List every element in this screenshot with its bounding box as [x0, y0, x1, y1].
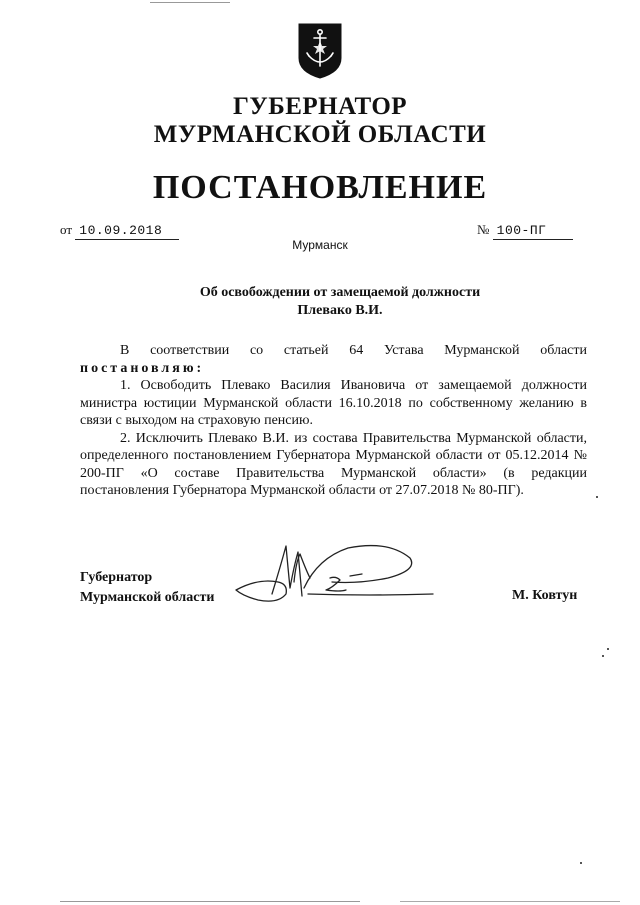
decree-word: постановляю: — [80, 360, 205, 376]
authority-title-line1: ГУБЕРНАТОР — [232, 93, 408, 120]
number-prefix: № — [477, 222, 490, 237]
intro-paragraph: В соответствии со статьей 64 Устава Мурманской области — [120, 343, 587, 358]
item-1-paragraph: 1. Освободить Плевако Василия Ивановича от замещаемой должности министра юстиции Мурманской области 16.10.2018 по собственному желанию в связи с выходом на страховую пенсию. — [80, 378, 587, 428]
scan-edge-top — [150, 2, 230, 3]
scan-speck — [602, 655, 604, 657]
document-number: 100-ПГ — [493, 223, 573, 240]
coat-of-arms-icon — [297, 22, 343, 80]
scan-edge-bottom-right — [400, 901, 620, 902]
signer-title-line1: Губернатор — [80, 570, 153, 585]
document-date: 10.09.2018 — [75, 223, 179, 240]
date-prefix: от — [60, 222, 73, 237]
document-subject — [0, 284, 640, 320]
scan-edge-bottom — [60, 901, 360, 902]
subject-line1: Об освобождении от замещаемой должности — [199, 285, 481, 300]
scan-speck — [596, 496, 598, 498]
scan-speck — [580, 862, 582, 864]
authority-title-line2: МУРМАНСКОЙ ОБЛАСТИ — [153, 121, 487, 148]
city-label: Мурманск — [292, 238, 348, 252]
signer-name: М. Ковтун — [512, 588, 578, 603]
handwritten-signature — [228, 538, 438, 608]
subject-line2: Плевако В.И. — [297, 303, 383, 318]
signer-title-line2: Мурманской области — [80, 590, 215, 605]
item-2-paragraph: 2. Исключить Плевако В.И. из состава Правительства Мурманской области, определенного постановлением Губернатора Мурманской области от 05.12.2014 № 200-ПГ «О составе Правительства Мурманской области» (в редакции постановления Губернатора Мурманской области от 27.07.2018 № 80-ПГ). — [80, 430, 587, 498]
document-type-title: ПОСТАНОВЛЕНИЕ — [152, 169, 488, 206]
scan-speck — [607, 648, 609, 650]
signer-title — [80, 568, 214, 608]
document-body — [80, 342, 587, 500]
